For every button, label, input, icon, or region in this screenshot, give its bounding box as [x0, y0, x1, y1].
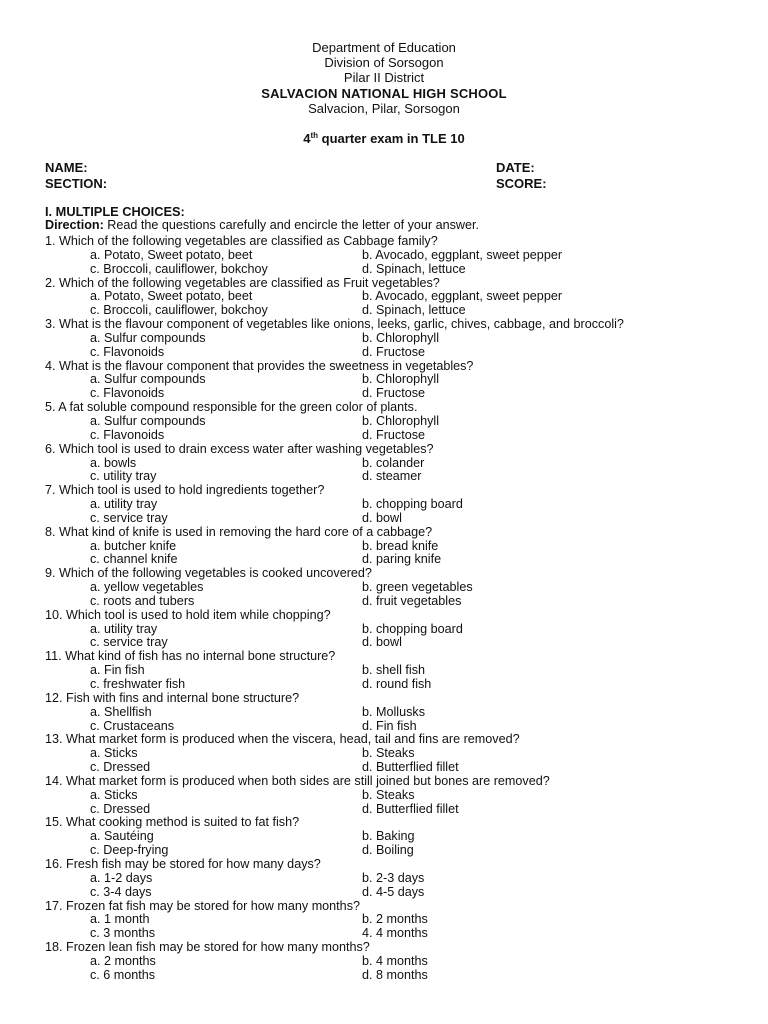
choice-a[interactable]: a. Shellfish — [90, 704, 152, 719]
question-stem: 10. Which tool is used to hold item while chopping? — [45, 607, 331, 622]
choice-row — [45, 457, 745, 471]
exam-title — [0, 131, 768, 146]
name-field-label: NAME: — [45, 160, 88, 175]
question-stem: 8. What kind of knife is used in removing the hard core of a cabbage? — [45, 524, 433, 539]
choice-b[interactable]: b. Steaks — [362, 746, 415, 761]
choice-d[interactable]: d. Spinach, lettuce — [362, 261, 466, 276]
question-stem: 16. Fresh fish may be stored for how many days? — [45, 856, 321, 871]
choice-c[interactable]: c. Dressed — [90, 760, 151, 775]
question-stem: 5. A fat soluble compound responsible for the green color of plants. — [45, 400, 418, 415]
question-item — [45, 443, 745, 485]
choice-d[interactable]: d. Spinach, lettuce — [362, 303, 466, 318]
choice-row — [45, 872, 745, 886]
choice-c[interactable]: c. service tray — [90, 510, 168, 525]
choice-d[interactable]: d. Fructose — [362, 344, 425, 359]
question-stem: 13. What market form is produced when the viscera, head, tail and fins are removed? — [45, 732, 520, 747]
choice-row — [45, 498, 745, 512]
choice-a[interactable]: a. 1 month — [90, 912, 150, 927]
choice-row — [45, 373, 745, 387]
choice-row — [45, 789, 745, 803]
choice-row — [45, 470, 745, 484]
question-stem: 4. What is the flavour component that provides the sweetness in vegetables? — [45, 358, 474, 373]
choice-d[interactable]: 4. 4 months — [362, 926, 428, 941]
choice-b[interactable]: b. 2-3 days — [362, 870, 425, 885]
info-row-section-score — [45, 176, 565, 192]
choice-a[interactable]: a. Potato, Sweet potato, beet — [90, 289, 253, 304]
choice-b[interactable]: b. colander — [362, 455, 425, 470]
choice-c[interactable]: c. Broccoli, cauliflower, bokchoy — [90, 261, 268, 276]
choice-row — [45, 803, 745, 817]
choice-a[interactable]: a. Sulfur compounds — [90, 413, 206, 428]
choice-row — [45, 969, 745, 983]
choice-row — [45, 664, 745, 678]
choice-row — [45, 581, 745, 595]
choice-b[interactable]: b. chopping board — [362, 621, 463, 636]
choice-b[interactable]: b. bread knife — [362, 538, 439, 553]
choice-row — [45, 290, 745, 304]
question-item — [45, 692, 745, 734]
question-list — [45, 235, 745, 983]
choice-row — [45, 429, 745, 443]
question-item — [45, 526, 745, 568]
question-item — [45, 733, 745, 775]
choice-row — [45, 249, 745, 263]
choice-d[interactable]: d. 4-5 days — [362, 884, 425, 899]
choice-c[interactable]: c. 6 months — [90, 967, 156, 982]
choice-b[interactable]: b. Avocado, eggplant, sweet pepper — [362, 289, 563, 304]
choice-a[interactable]: a. Sautéing — [90, 829, 154, 844]
question-stem: 3. What is the flavour component of vegetables like onions, leeks, garlic, chives, cabbage, and broccoli? — [45, 317, 624, 332]
choice-b[interactable]: b. Baking — [362, 829, 415, 844]
choice-a[interactable]: a. Sulfur compounds — [90, 372, 206, 387]
question-item — [45, 858, 745, 900]
choice-d[interactable]: d. bowl — [362, 635, 402, 650]
question-stem: 14. What market form is produced when both sides are still joined but bones are removed? — [45, 773, 550, 788]
choice-row — [45, 553, 745, 567]
choice-row — [45, 720, 745, 734]
choice-d[interactable]: d. bowl — [362, 510, 402, 525]
question-item — [45, 235, 745, 277]
choice-row — [45, 927, 745, 941]
header-district: Pilar II District — [343, 70, 425, 86]
choice-c[interactable]: c. freshwater fish — [90, 677, 186, 691]
choice-row — [45, 595, 745, 609]
choice-b[interactable]: b. Steaks — [362, 787, 415, 802]
exam-title-text: quarter exam in TLE 10 — [318, 131, 465, 146]
question-stem: 15. What cooking method is suited to fat fish? — [45, 815, 300, 830]
choice-d[interactable]: d. round fish — [362, 677, 432, 691]
choice-a[interactable]: a. Fin fish — [90, 663, 145, 678]
question-stem: 9. Which of the following vegetables is cooked uncovered? — [45, 566, 372, 581]
choice-row — [45, 913, 745, 927]
choice-c[interactable]: c. Deep-frying — [90, 843, 169, 858]
choice-a[interactable]: a. yellow vegetables — [90, 580, 204, 595]
choice-row — [45, 263, 745, 277]
choice-c[interactable]: c. Crustaceans — [90, 718, 174, 733]
question-item — [45, 816, 745, 858]
choice-a[interactable]: a. Sulfur compounds — [90, 330, 206, 345]
choice-c[interactable]: c. Flavonoids — [90, 427, 165, 442]
choice-c[interactable]: c. roots and tubers — [90, 593, 195, 608]
choice-d[interactable]: d. Butterflied fillet — [362, 801, 459, 816]
document-header — [0, 40, 768, 116]
choice-c[interactable]: c. 3-4 days — [90, 884, 152, 899]
choice-a[interactable]: a. butcher knife — [90, 538, 177, 553]
choice-a[interactable]: a. 2 months — [90, 953, 156, 968]
question-item — [45, 900, 745, 942]
question-stem: 11. What kind of fish has no internal bone structure? — [45, 649, 336, 664]
choice-b[interactable]: b. green vegetables — [362, 580, 473, 595]
choice-row — [45, 955, 745, 969]
choice-d[interactable]: d. Fructose — [362, 386, 425, 401]
choice-row — [45, 346, 745, 360]
choice-row — [45, 747, 745, 761]
choice-row — [45, 678, 745, 692]
choice-d[interactable]: d. paring knife — [362, 552, 442, 567]
choice-row — [45, 332, 745, 346]
part-heading: I. MULTIPLE CHOICES: — [45, 204, 185, 219]
choice-d[interactable]: d. 8 months — [362, 967, 428, 982]
header-school-name: SALVACION NATIONAL HIGH SCHOOL — [261, 85, 507, 101]
choice-a[interactable]: a. utility tray — [90, 497, 158, 512]
choice-a[interactable]: a. Potato, Sweet potato, beet — [90, 247, 253, 262]
section-field-label: SECTION: — [45, 175, 108, 191]
question-item — [45, 484, 745, 526]
choice-b[interactable]: b. chopping board — [362, 497, 463, 512]
header-school-address: Salvacion, Pilar, Sorsogon — [308, 100, 460, 116]
choice-b[interactable]: b. Chlorophyll — [362, 413, 440, 428]
choice-a[interactable]: a. bowls — [90, 455, 137, 470]
choice-c[interactable]: c. Dressed — [90, 801, 151, 816]
question-stem: 6. Which tool is used to drain excess water after washing vegetables? — [45, 441, 434, 456]
choice-c[interactable]: c. 3 months — [90, 926, 156, 941]
choice-d[interactable]: d. Butterflied fillet — [362, 760, 459, 775]
question-item — [45, 650, 745, 692]
header-department: Department of Education — [312, 40, 456, 55]
question-stem: 18. Frozen lean fish may be stored for how many months? — [45, 940, 370, 955]
question-item — [45, 609, 745, 651]
choice-row — [45, 706, 745, 720]
question-stem: 17. Frozen fat fish may be stored for how many months? — [45, 898, 360, 913]
choice-row — [45, 304, 745, 318]
question-item — [45, 775, 745, 817]
choice-d[interactable]: d. steamer — [362, 469, 422, 484]
choice-a[interactable]: a. Sticks — [90, 787, 138, 802]
question-stem: 1. Which of the following vegetables are classified as Cabbage family? — [45, 234, 438, 248]
choice-row — [45, 415, 745, 429]
date-field-label: DATE: — [496, 160, 535, 175]
question-item — [45, 941, 745, 983]
choice-b[interactable]: b. Mollusks — [362, 704, 425, 719]
exam-title-ordinal: 4 — [303, 131, 311, 146]
question-item — [45, 277, 745, 319]
question-stem: 2. Which of the following vegetables are classified as Fruit vegetables? — [45, 275, 440, 290]
choice-row — [45, 830, 745, 844]
choice-row — [45, 623, 745, 637]
header-division: Division of Sorsogon — [324, 55, 444, 71]
choice-c[interactable]: c. Flavonoids — [90, 344, 165, 359]
choice-row — [45, 636, 745, 650]
direction-label: Direction: — [45, 218, 104, 232]
choice-b[interactable]: b. Chlorophyll — [362, 330, 440, 345]
choice-b[interactable]: b. 2 months — [362, 912, 428, 927]
choice-b[interactable]: b. Avocado, eggplant, sweet pepper — [362, 247, 563, 262]
direction-line — [45, 218, 479, 232]
choice-row — [45, 512, 745, 526]
choice-row — [45, 886, 745, 900]
choice-row — [45, 761, 745, 775]
question-item — [45, 318, 745, 360]
question-item — [45, 401, 745, 443]
choice-b[interactable]: b. shell fish — [362, 663, 425, 678]
choice-a[interactable]: a. utility tray — [90, 621, 158, 636]
info-row-name-date — [45, 160, 565, 176]
question-stem: 7. Which tool is used to hold ingredients together? — [45, 483, 325, 498]
question-item — [45, 567, 745, 609]
direction-text: Read the questions carefully and encircle the letter of your answer. — [103, 218, 480, 232]
choice-c[interactable]: c. service tray — [90, 635, 168, 650]
choice-c[interactable]: c. channel knife — [90, 552, 178, 567]
question-stem: 12. Fish with fins and internal bone structure? — [45, 690, 300, 705]
choice-row — [45, 540, 745, 554]
question-item — [45, 360, 745, 402]
choice-c[interactable]: c. utility tray — [90, 469, 157, 484]
choice-d[interactable]: d. Boiling — [362, 843, 414, 858]
choice-d[interactable]: d. fruit vegetables — [362, 593, 462, 608]
score-field-label: SCORE: — [496, 175, 547, 191]
choice-a[interactable]: a. 1-2 days — [90, 870, 153, 885]
choice-c[interactable]: c. Broccoli, cauliflower, bokchoy — [90, 303, 268, 318]
choice-b[interactable]: b. Chlorophyll — [362, 372, 440, 387]
choice-d[interactable]: d. Fructose — [362, 427, 425, 442]
choice-row — [45, 844, 745, 858]
exam-title-ordinal-suffix: th — [310, 131, 319, 140]
choice-b[interactable]: b. 4 months — [362, 953, 428, 968]
choice-c[interactable]: c. Flavonoids — [90, 386, 165, 401]
student-info-block — [45, 160, 565, 191]
choice-row — [45, 387, 745, 401]
choice-d[interactable]: d. Fin fish — [362, 718, 417, 733]
choice-a[interactable]: a. Sticks — [90, 746, 138, 761]
